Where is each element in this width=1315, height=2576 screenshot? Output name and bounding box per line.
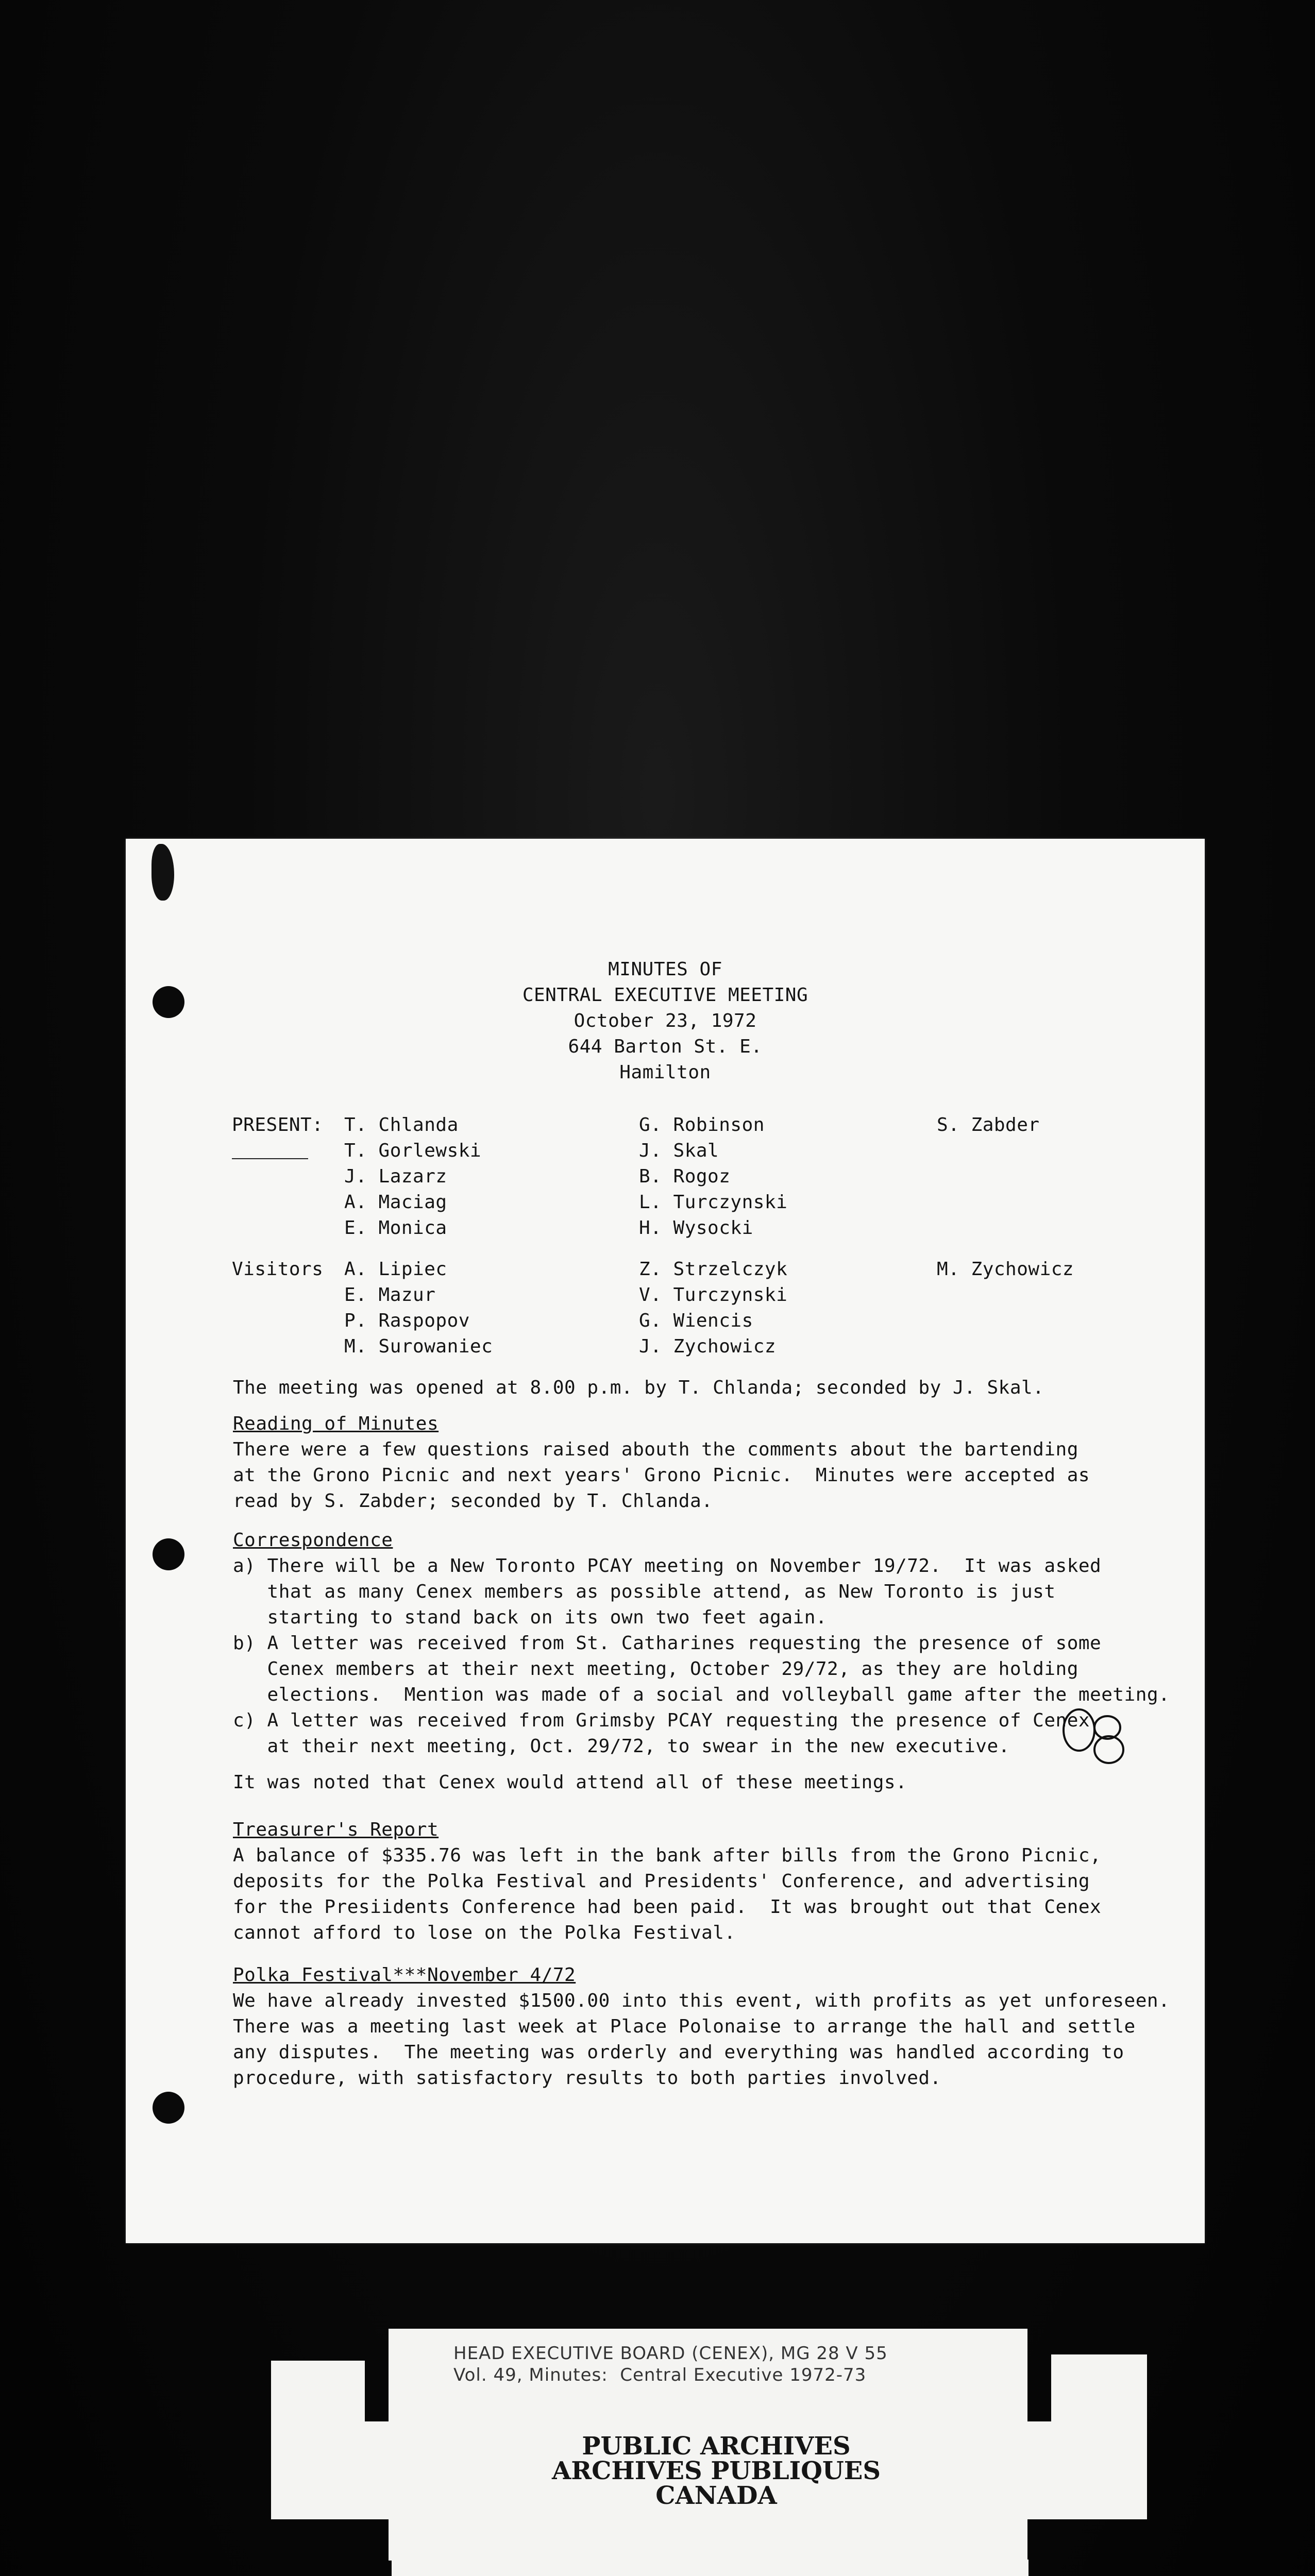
treasurer-line: for the Presiidents Conference had been paid. It was brought out that Cenex: [233, 1896, 1102, 1918]
polka-heading: Polka Festival***November 4/72: [233, 1964, 576, 1986]
reading-heading: Reading of Minutes: [233, 1413, 439, 1434]
treasurer-line: cannot afford to lose on the Polka Festival.: [233, 1922, 736, 1943]
correspondence-line: Cenex members at their next meeting, October 29/72, as they are holding: [233, 1658, 1078, 1680]
archive-reference-line-1: HEAD EXECUTIVE BOARD (CENEX), MG 28 V 55: [453, 2343, 888, 2364]
treasurer-line: A balance of $335.76 was left in the bank after bills from the Grono Picnic,: [233, 1845, 1102, 1866]
correspondence-line: starting to stand back on its own two feet again.: [233, 1607, 828, 1628]
archives-stamp-line-3: CANADA: [655, 2481, 777, 2510]
archives-stamp-line-2: ARCHIVES PUBLIQUES: [552, 2456, 881, 2485]
handwritten-mark-drawing: [1053, 1704, 1131, 1766]
opening-statement: The meeting was opened at 8.00 p.m. by T. Chlanda; seconded by J. Skal.: [233, 1377, 1044, 1398]
present-name: T. Gorlewski: [344, 1140, 482, 1161]
ink-smudge: [151, 844, 174, 901]
present-name: G. Robinson: [639, 1114, 765, 1136]
present-name: T. Chlanda: [344, 1114, 459, 1136]
meeting-date: October 23, 1972: [574, 1010, 757, 1031]
correspondence-line: at their next meeting, Oct. 29/72, to swear in the new executive.: [233, 1736, 1010, 1757]
present-name: B. Rogoz: [639, 1166, 731, 1187]
reading-line: at the Grono Picnic and next years' Grono Picnic. Minutes were accepted as: [233, 1465, 1090, 1486]
treasurer-heading: Treasurer's Report: [233, 1819, 439, 1840]
polka-line: We have already invested $1500.00 into this event, with profits as yet unforeseen.: [233, 1990, 1170, 2011]
visitor-name: V. Turczynski: [639, 1284, 788, 1306]
punch-hole-middle: [153, 1538, 184, 1570]
visitor-name: E. Mazur: [344, 1284, 436, 1306]
correspondence-line: b) A letter was received from St. Catharines requesting the presence of some: [233, 1633, 1102, 1654]
present-name: L. Turczynski: [639, 1192, 788, 1213]
document-page: [126, 839, 1205, 2243]
visitor-name: A. Lipiec: [344, 1259, 447, 1280]
correspondence-line: elections. Mention was made of a social and volleyball game after the meeting.: [233, 1684, 1170, 1705]
treasurer-line: deposits for the Polka Festival and Presidents' Conference, and advertising: [233, 1871, 1090, 1892]
punch-hole-bottom: [153, 2092, 184, 2124]
polka-line: There was a meeting last week at Place Polonaise to arrange the hall and settle: [233, 2016, 1136, 2037]
visitor-name: M. Zychowicz: [937, 1259, 1074, 1280]
present-name: H. Wysocki: [639, 1217, 753, 1239]
doc-title: MINUTES OF: [608, 959, 722, 980]
visitor-name: M. Surowaniec: [344, 1336, 493, 1357]
polka-line: procedure, with satisfactory results to both parties involved.: [233, 2067, 941, 2089]
present-name: J. Skal: [639, 1140, 719, 1161]
present-rule: [232, 1158, 308, 1159]
polka-line: any disputes. The meeting was orderly and everything was handled according to: [233, 2042, 1124, 2063]
present-label: PRESENT:: [232, 1114, 324, 1136]
visitor-name: G. Wiencis: [639, 1310, 753, 1331]
correspondence-line: a) There will be a New Toronto PCAY meeting on November 19/72. It was asked: [233, 1555, 1102, 1577]
visitors-label: Visitors: [232, 1259, 324, 1280]
correspondence-heading: Correspondence: [233, 1530, 393, 1551]
meeting-city: Hamilton: [619, 1062, 711, 1083]
doc-subtitle: CENTRAL EXECUTIVE MEETING: [522, 985, 808, 1006]
visitor-name: J. Zychowicz: [639, 1336, 777, 1357]
reading-line: There were a few questions raised abouth the comments about the bartending: [233, 1439, 1078, 1460]
present-name: E. Monica: [344, 1217, 447, 1239]
meeting-address: 644 Barton St. E.: [568, 1036, 763, 1057]
archives-stamp-line-1: PUBLIC ARCHIVES: [582, 2432, 851, 2461]
present-name: A. Maciag: [344, 1192, 447, 1213]
present-name: J. Lazarz: [344, 1166, 447, 1187]
correspondence-note: It was noted that Cenex would attend all of these meetings.: [233, 1772, 907, 1793]
present-name: S. Zabder: [937, 1114, 1040, 1136]
archive-reference-line-2: Vol. 49, Minutes: Central Executive 1972-73: [453, 2365, 867, 2385]
correspondence-line: that as many Cenex members as possible attend, as New Toronto is just: [233, 1581, 1056, 1602]
visitor-name: P. Raspopov: [344, 1310, 470, 1331]
reading-line: read by S. Zabder; seconded by T. Chlanda.: [233, 1490, 713, 1512]
visitor-name: Z. Strzelczyk: [639, 1259, 788, 1280]
correspondence-line: c) A letter was received from Grimsby PCAY requesting the presence of Cenex: [233, 1710, 1090, 1731]
